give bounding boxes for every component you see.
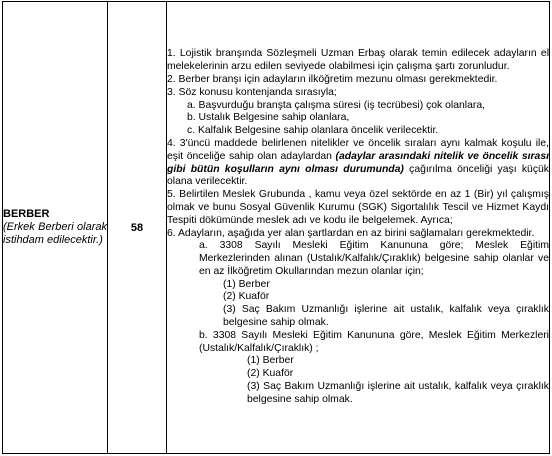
item-6: 6. Adayların, aşağıda yer alan şartlardan en az birini sağlamaları gerekmektedir. — [167, 227, 535, 239]
table-row — [3, 2, 550, 454]
item-6a-3: (3) Saç Bakım Uzmanlığı işlerine ait ustalık, kalfalık veya çıraklık belgesine sahip olmak. — [223, 304, 549, 329]
item-6b-1: (1) Berber — [247, 355, 294, 367]
quota-cell — [108, 2, 167, 454]
item-6b: b. 3308 Sayılı Mesleki Eğitim Kanununa göre, Meslek Eğitim Merkezleri (Ustalık/Kalfalık/Çıraklık) ; — [199, 329, 549, 354]
item-3a: a. Başvurduğu branşta çalışma süresi (iş tecrübesi) çok olanlara, — [187, 99, 486, 111]
branch-cell — [3, 2, 108, 454]
item-4 — [167, 138, 549, 189]
requirements-table — [2, 1, 550, 454]
item-4-text: 4. 3'üncü maddede belirlenen nitelikler ve öncelik sıraları aynı kalmak koşulu ile, eşit önceliğe sahip olan adaylardan — [167, 137, 549, 162]
item-4-emphasis: (adaylar arasındaki nitelik ve öncelik sırası gibi bütün koşulların aynı olması durumunda) — [167, 150, 549, 175]
item-6a-2: (2) Kuaför — [223, 291, 270, 303]
item-4-tail: çağırılma önceliği yaşı küçük olana verilecektir. — [167, 163, 549, 188]
branch-note: (Erkek Berberi olarak istihdam edilecektir.) — [3, 221, 107, 246]
item-5: 5. Belirtilen Meslek Grubunda , kamu veya özel sektörde en az 1 (Bir) yıl çalışmış olmak ve bunu Sosyal Güvenlik Kurumu (SGK) Sigortalılık Tescil ve Hizmet Kaydı Tespiti dökümünde meslek adı ve kodu ile belgelemek. Ayrıca; — [167, 189, 549, 226]
item-6b-2: (2) Kuaför — [247, 368, 294, 380]
item-3b: b. Ustalık Belgesine sahip olanlara, — [187, 112, 350, 124]
item-3c: c. Kalfalık Belgesine sahip olanlara öncelik verilecektir. — [187, 125, 439, 137]
item-6b-3: (3) Saç Bakım Uzmanlığı işlerine ait ustalık, kalfalık veya çıraklık belgesine sahip olmak. — [247, 381, 549, 405]
branch-title: BERBER — [3, 208, 50, 220]
item-1: 1. Lojistik branşında Sözleşmeli Uzman Erbaş olarak temin edilecek adayların el melekelerinin arzu edilen seviyede olabilmesi için çalışma şartı zorunludur. — [167, 48, 549, 73]
item-6a: a. 3308 Sayılı Mesleki Eğitim Kanununa göre; Meslek Eğitim Merkezlerinden alınan (Ustalık/Kalfalık/Çıraklık) belgesine sahip olanlar ve en az İlköğretim Okullarından mezun olanlar için; — [199, 240, 549, 277]
description-cell — [167, 2, 550, 454]
item-6a-1: (1) Berber — [223, 278, 270, 290]
item-2: 2. Berber branşı için adayların ilköğretim mezunu olması gerekmektedir. — [167, 73, 498, 85]
quota-number: 58 — [130, 221, 144, 234]
item-3: 3. Söz konusu kontenjanda sırasıyla; — [167, 86, 337, 98]
